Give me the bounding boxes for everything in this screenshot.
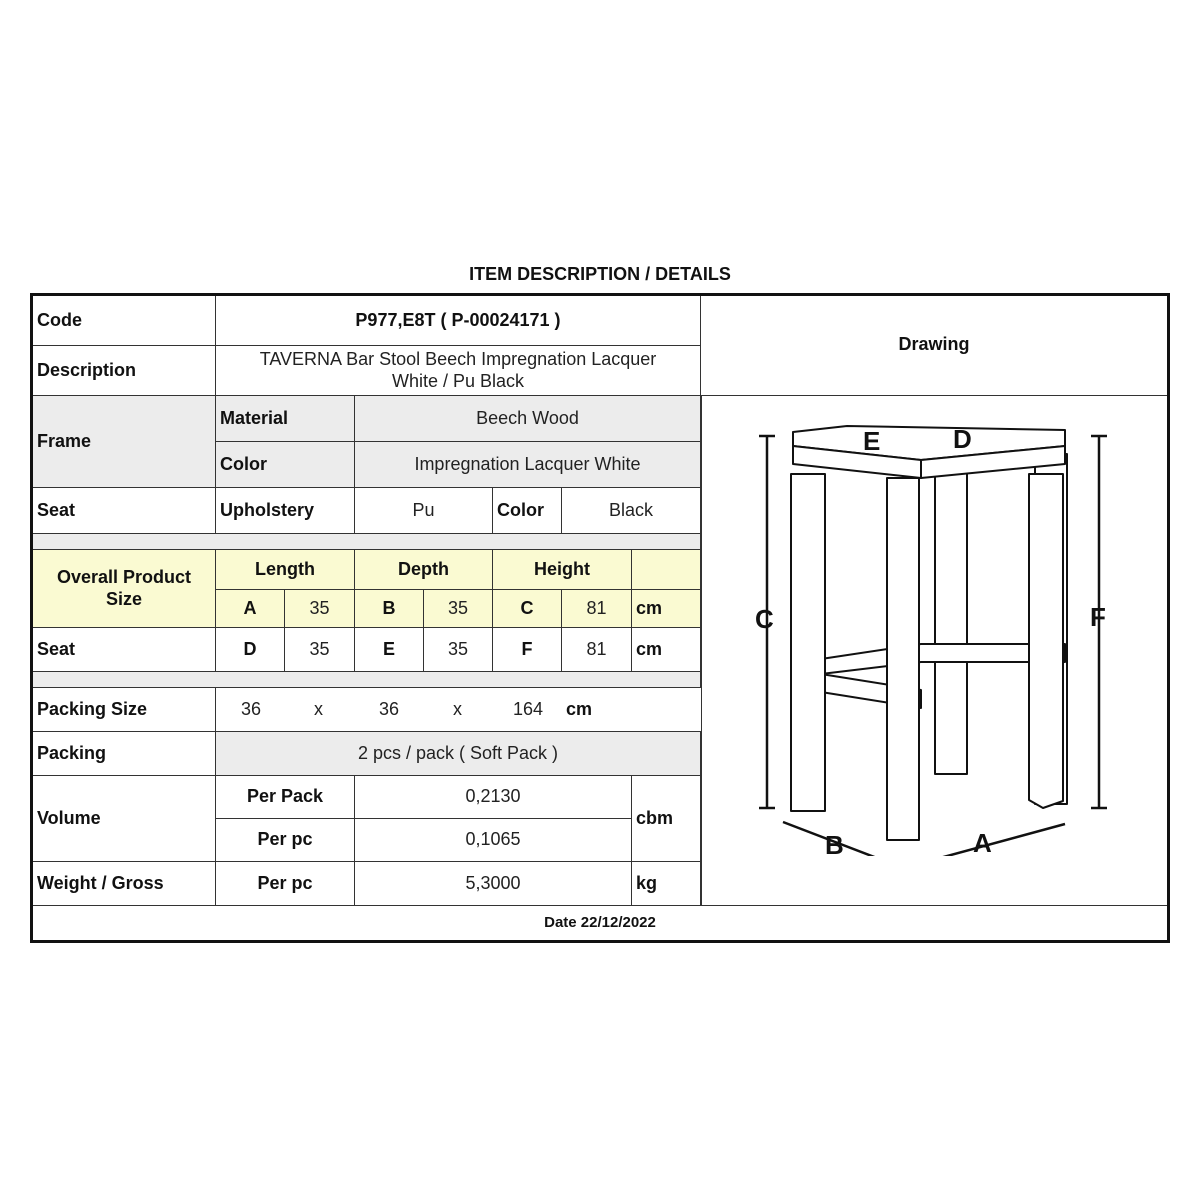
code-value: P977,E8T ( P-00024171 ) (216, 296, 701, 346)
dim-b-value: 35 (424, 590, 493, 628)
weight-unit: kg (632, 862, 701, 906)
drawing-label: Drawing (701, 296, 1167, 396)
description-label: Description (33, 346, 216, 396)
spacer-2 (33, 672, 701, 688)
dim-c-letter: C (493, 590, 562, 628)
packing-height: 164 (513, 698, 544, 719)
dim-c-drawing-label: C (755, 604, 774, 634)
upholstery-value: Pu (355, 488, 493, 534)
packing-x1: x (314, 698, 323, 719)
dim-e-value: 35 (424, 628, 493, 672)
dim-e-letter: E (355, 628, 424, 672)
material-value: Beech Wood (355, 396, 701, 442)
front-left-leg (791, 474, 825, 811)
per-pack-value: 0,2130 (355, 776, 632, 819)
dim-a-value: 35 (285, 590, 355, 628)
stool-drawing (753, 416, 1153, 856)
date: Date 22/12/2022 (544, 914, 656, 931)
dim-c-value: 81 (562, 590, 632, 628)
overall-unit: cm (632, 590, 701, 628)
dim-b-letter: B (355, 590, 424, 628)
header-blank (632, 550, 701, 590)
spacer (33, 534, 701, 550)
dim-d-value: 35 (285, 628, 355, 672)
weight-per-pc-label: Per pc (216, 862, 355, 906)
dim-a-drawing-label: A (973, 828, 992, 856)
dim-a-letter: A (216, 590, 285, 628)
material-label: Material (216, 396, 355, 442)
page-title: ITEM DESCRIPTION / DETAILS (469, 264, 731, 284)
description-value: TAVERNA Bar Stool Beech Impregnation Lacquer White / Pu Black (216, 346, 701, 396)
per-pc-value: 0,1065 (355, 819, 632, 862)
packing-label: Packing (33, 732, 216, 776)
seat-label: Seat (33, 488, 216, 534)
dim-f-value: 81 (562, 628, 632, 672)
volume-unit: cbm (632, 776, 701, 862)
code-label: Code (33, 296, 216, 346)
dim-f-drawing-label: F (1090, 602, 1106, 632)
upholstery-label: Upholstery (216, 488, 355, 534)
seat-color-value: Black (562, 488, 701, 534)
overall-size-label: Overall Product Size (33, 550, 216, 628)
depth-header: Depth (355, 550, 493, 590)
front-center-leg (887, 478, 919, 840)
packing-value: 2 pcs / pack ( Soft Pack ) (216, 732, 701, 776)
volume-label: Volume (33, 776, 216, 862)
dim-f-letter: F (493, 628, 562, 672)
frame-color-label: Color (216, 442, 355, 488)
frame-color-value: Impregnation Lacquer White (355, 442, 701, 488)
packing-x2: x (453, 698, 462, 719)
per-pc-label: Per pc (216, 819, 355, 862)
spec-sheet (30, 293, 1170, 943)
packing-size-values (216, 688, 701, 732)
per-pack-label: Per Pack (216, 776, 355, 819)
seat-color-label: Color (493, 488, 562, 534)
seat-unit: cm (632, 628, 701, 672)
rear-left-leg (935, 454, 967, 774)
weight-value: 5,3000 (355, 862, 632, 906)
packing-size-label: Packing Size (33, 688, 216, 732)
frame-label: Frame (33, 396, 216, 488)
packing-width: 36 (379, 698, 400, 719)
dim-d-drawing-label: D (953, 424, 972, 454)
dim-e-drawing-label: E (863, 426, 881, 456)
front-right-leg (1029, 474, 1063, 808)
dim-b-drawing-label: B (825, 830, 844, 856)
dim-d-letter: D (216, 628, 285, 672)
height-header: Height (493, 550, 632, 590)
length-header: Length (216, 550, 355, 590)
seat-dims-label: Seat (33, 628, 216, 672)
packing-length: 36 (241, 698, 262, 719)
weight-label: Weight / Gross (33, 862, 216, 906)
packing-unit: cm (566, 698, 593, 719)
